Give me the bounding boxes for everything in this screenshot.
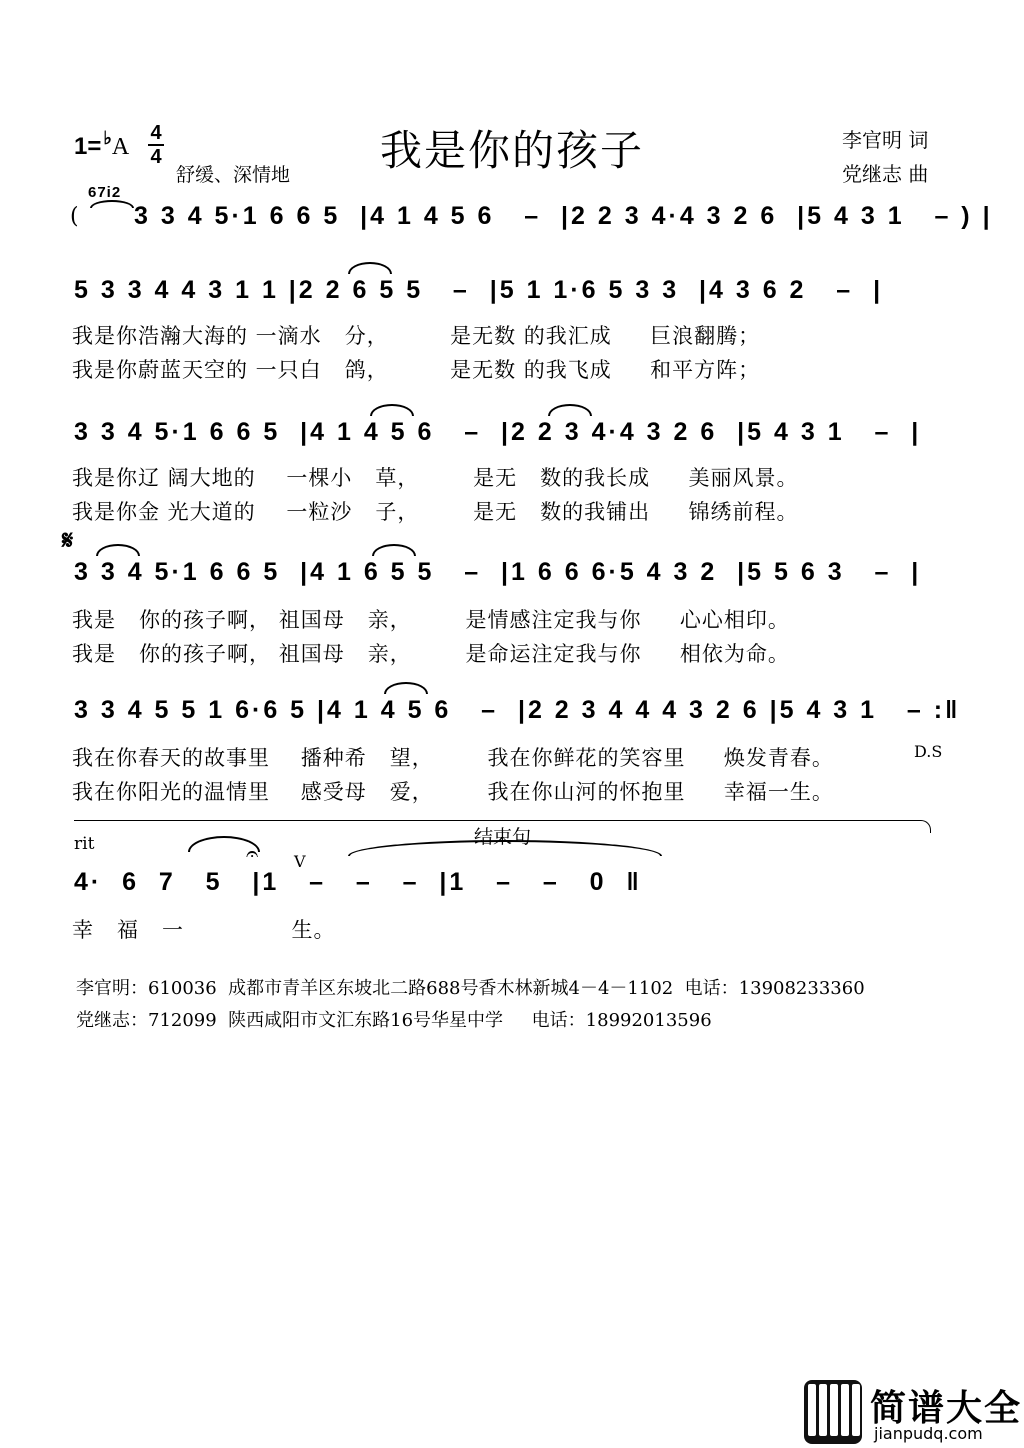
- notes-ending-row: 4· 6 7 5 |1 – – – |1 – – 0 ‖: [74, 868, 642, 896]
- key-signature: 1= ♭A: [74, 128, 130, 160]
- watermark-logo: [804, 1380, 1024, 1444]
- composer-credit: 党继志 曲: [842, 162, 929, 186]
- lyric-ending: 幸 福 一 生。: [72, 918, 336, 942]
- fermata-icon: 𝄐: [246, 842, 259, 867]
- grace-notes: 67i2: [88, 184, 122, 201]
- lyric-row-3-verse-1: 我是 你的孩子啊， 祖国母 亲， 是情感注定我与你 心心相印。: [72, 608, 790, 632]
- contact-line-lyricist: 李官明：610036 成都市青羊区东坡北二路688号香木林新城4－4－1102 电话：13908233360: [76, 978, 865, 999]
- ritardando-marking: rit: [74, 834, 95, 854]
- slur-row-3a: [96, 544, 140, 556]
- key-letter: A: [111, 134, 130, 160]
- ending-label: 结束句: [474, 826, 532, 848]
- notes-row-2: 3 3 4 5·1 6 6 5 |4 1 4 5 6 – |2 2 3 4·4 3 2 6 |5 4 3 1 – |: [74, 418, 922, 446]
- watermark-brand: 简谱大全: [870, 1388, 1023, 1429]
- notes-row-1: 5 3 3 4 4 3 1 1 |2 2 6 5 5 – |5 1 1·6 5 3 3 |4 3 6 2 – |: [74, 276, 884, 304]
- song-title: 我是你的孩子: [379, 126, 644, 175]
- notes-row-4: 3 3 4 5 5 1 6·6 5 |4 1 4 5 6 – |2 2 3 4 4 4 3 2 6 |5 4 3 1 – :‖: [74, 696, 961, 724]
- notes-row-3: 3 3 4 5·1 6 6 5 |4 1 6 5 5 – |1 6 6 6·5 4 3 2 |5 5 6 3 – |: [74, 558, 922, 586]
- meter-top: 4: [150, 122, 162, 144]
- grace-slur: [90, 200, 134, 208]
- slur-row-4: [384, 682, 428, 694]
- segno-sign: 𝄋: [62, 526, 74, 556]
- flat-sign: ♭: [103, 128, 112, 148]
- tempo-marking: 舒缓、深情地: [176, 164, 291, 186]
- watermark-url: jianpudq.com: [874, 1424, 983, 1443]
- piano-keys-icon: [804, 1380, 862, 1444]
- lyric-row-2-verse-2: 我是你金 光大道的 一粒沙 子， 是无 数的我铺出 锦绣前程。: [72, 500, 799, 524]
- intro-open-paren: (: [70, 204, 79, 229]
- intro-notes-row: 3 3 4 5·1 6 6 5 |4 1 4 5 6 – |2 2 3 4·4 3 2 6 |5 4 3 1 – ) |: [134, 202, 993, 230]
- breath-mark: V: [294, 852, 306, 871]
- slur-row-2a: [370, 404, 414, 416]
- lyric-row-4-verse-2: 我在你阳光的温情里 感受母 爱， 我在你山河的怀抱里 幸福一生。: [72, 780, 834, 804]
- lyric-row-3-verse-2: 我是 你的孩子啊， 祖国母 亲， 是命运注定我与你 相依为命。: [72, 642, 790, 666]
- lyric-row-1-verse-2: 我是你蔚蓝天空的 一只白 鸽， 是无数 的我飞成 和平方阵；: [72, 358, 761, 382]
- meter-bottom: 4: [150, 146, 162, 168]
- lyricist-credit: 李官明 词: [842, 128, 929, 152]
- dal-segno-mark: D.S: [914, 742, 943, 761]
- slur-row-2b: [548, 404, 592, 416]
- slur-row-1: [348, 262, 392, 274]
- contact-line-composer: 党继志：712099 陕西咸阳市文汇东路16号华星中学 电话：18992013596: [76, 1010, 712, 1031]
- lyric-row-2-verse-1: 我是你辽 阔大地的 一棵小 草， 是无 数的我长成 美丽风景。: [72, 466, 799, 490]
- lyric-row-1-verse-1: 我是你浩瀚大海的 一滴水 分， 是无数 的我汇成 巨浪翻腾；: [72, 324, 761, 348]
- slur-row-3b: [372, 544, 416, 556]
- lyric-row-4-verse-1: 我在你春天的故事里 播种希 望， 我在你鲜花的笑容里 焕发青春。: [72, 746, 834, 770]
- ending-tie: [348, 840, 662, 856]
